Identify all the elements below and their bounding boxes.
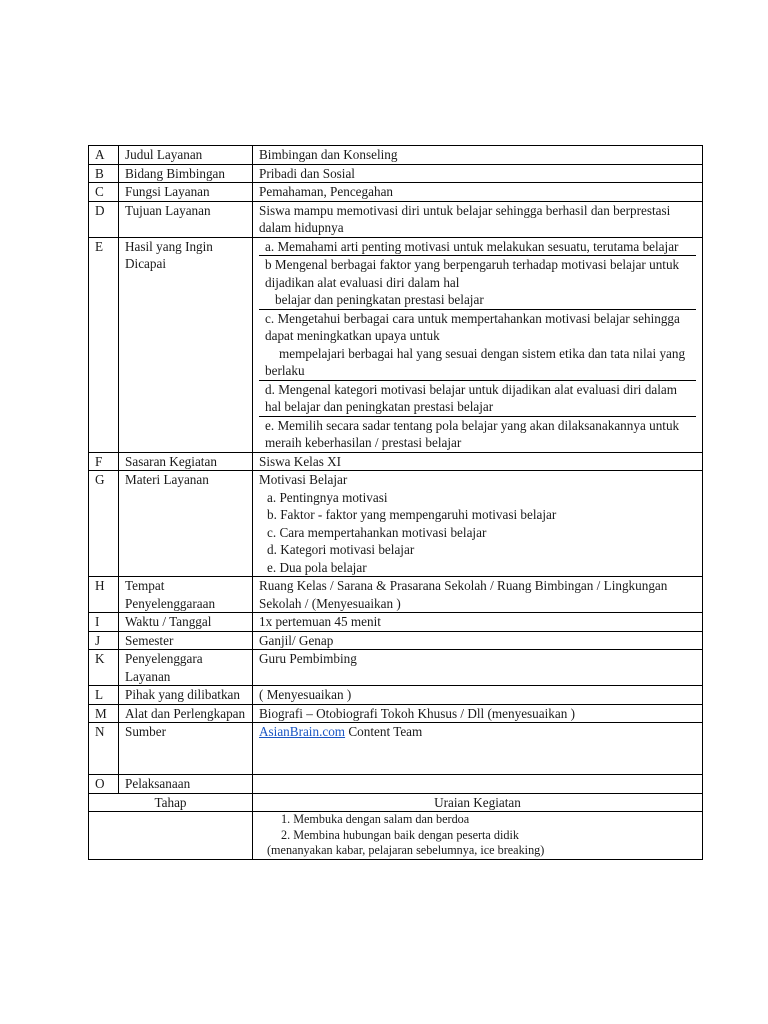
stage-row — [89, 812, 703, 860]
row-code: L — [89, 686, 119, 705]
stage-item-note: (menanyakan kabar, pelajaran sebelumnya, ice breaking) — [267, 843, 545, 857]
outcome-c: c. Mengetahui berbagai cara untuk mempertahankan motivasi belajar sehingga dapat meningkatkan upaya untuk mempelajari berbagai hal yang sesuai dengan sistem etika dan tata nilai yang berlaku — [259, 309, 696, 380]
row-code: C — [89, 183, 119, 202]
row-label: Tujuan Layanan — [119, 201, 253, 237]
outcome-b: b Mengenal berbagai faktor yang berpengaruh terhadap motivasi belajar untuk dijadikan alat evaluasi diri dalam hal belajar dan peningkatan prestasi belajar — [259, 255, 696, 309]
materi-item: e. Dua pola belajar — [267, 559, 367, 575]
row-label: Waktu / Tanggal — [119, 613, 253, 632]
row-n — [89, 723, 703, 775]
row-value: Siswa mampu memotivasi diri untuk belajar sehingga berhasil dan berprestasi dalam hidupnya — [253, 201, 703, 237]
row-label: Sasaran Kegiatan — [119, 452, 253, 471]
row-code: A — [89, 146, 119, 165]
row-value: Ruang Kelas / Sarana & Prasarana Sekolah / Ruang Bimbingan / Lingkungan Sekolah / (Menyesuaikan ) — [253, 577, 703, 613]
row-c — [89, 183, 703, 202]
row-value-list — [253, 237, 703, 452]
row-value — [253, 775, 703, 794]
row-value: Bimbingan dan Konseling — [253, 146, 703, 165]
stage-cell — [89, 812, 253, 860]
row-code: E — [89, 237, 119, 452]
row-b — [89, 164, 703, 183]
materi-item: b. Faktor - faktor yang mempengaruhi motivasi belajar — [267, 507, 557, 522]
row-value: Siswa Kelas XI — [253, 452, 703, 471]
stage-header-uraian: Uraian Kegiatan — [253, 793, 703, 812]
row-value: 1x pertemuan 45 menit — [253, 613, 703, 632]
row-label: Bidang Bimbingan — [119, 164, 253, 183]
row-a — [89, 146, 703, 165]
row-value — [253, 471, 703, 577]
rpl-table — [88, 145, 703, 860]
row-label: Pelaksanaan — [119, 775, 253, 794]
row-code: O — [89, 775, 119, 794]
row-label: Penyelenggara Layanan — [119, 650, 253, 686]
row-i — [89, 613, 703, 632]
row-label: Hasil yang Ingin Dicapai — [119, 237, 253, 452]
stage-item: 1. Membuka dengan salam dan berdoa — [281, 812, 470, 826]
source-text: Content Team — [345, 724, 423, 739]
row-g — [89, 471, 703, 577]
materi-item: a. Pentingnya motivasi — [267, 489, 388, 505]
stage-item: 2. Membina hubungan baik dengan peserta didik — [281, 827, 519, 842]
materi-item: c. Cara mempertahankan motivasi belajar — [267, 524, 487, 540]
row-value: Pribadi dan Sosial — [253, 164, 703, 183]
row-label: Judul Layanan — [119, 146, 253, 165]
row-code: M — [89, 704, 119, 723]
materi-title: Motivasi Belajar — [259, 472, 348, 487]
outcome-a: a. Memahami arti penting motivasi untuk melakukan sesuatu, terutama belajar — [265, 238, 679, 254]
row-label: Semester — [119, 631, 253, 650]
outcome-e: e. Memilih secara sadar tentang pola belajar yang akan dilaksanakannya untuk meraih keberhasilan / prestasi belajar — [259, 416, 696, 452]
row-label: Sumber — [119, 723, 253, 775]
row-value: Ganjil/ Genap — [253, 631, 703, 650]
row-code: H — [89, 577, 119, 613]
row-m — [89, 704, 703, 723]
row-code: K — [89, 650, 119, 686]
row-h — [89, 577, 703, 613]
row-value: Pemahaman, Pencegahan — [253, 183, 703, 202]
row-value — [253, 723, 703, 775]
row-f — [89, 452, 703, 471]
row-label: Tempat Penyelenggaraan — [119, 577, 253, 613]
row-value: Guru Pembimbing — [253, 650, 703, 686]
row-l — [89, 686, 703, 705]
stage-header-tahap: Tahap — [89, 793, 253, 812]
row-code: F — [89, 452, 119, 471]
stage-header-row — [89, 793, 703, 812]
row-value: Biografi – Otobiografi Tokoh Khusus / Dll (menyesuaikan ) — [253, 704, 703, 723]
row-d — [89, 201, 703, 237]
row-e — [89, 237, 703, 452]
row-code: I — [89, 613, 119, 632]
row-label: Fungsi Layanan — [119, 183, 253, 202]
source-link[interactable]: AsianBrain.com — [259, 724, 346, 739]
row-code: N — [89, 723, 119, 775]
row-code: D — [89, 201, 119, 237]
row-code: G — [89, 471, 119, 577]
stage-activities — [253, 812, 703, 860]
outcome-d: d. Mengenal kategori motivasi belajar untuk dijadikan alat evaluasi diri dalam hal belajar dan peningkatan prestasi belajar — [259, 380, 696, 416]
row-label: Materi Layanan — [119, 471, 253, 577]
row-j — [89, 631, 703, 650]
row-o — [89, 775, 703, 794]
row-code: J — [89, 631, 119, 650]
materi-item: d. Kategori motivasi belajar — [267, 542, 415, 557]
row-code: B — [89, 164, 119, 183]
row-value: ( Menyesuaikan ) — [253, 686, 703, 705]
row-label: Alat dan Perlengkapan — [119, 704, 253, 723]
row-k — [89, 650, 703, 686]
row-label: Pihak yang dilibatkan — [119, 686, 253, 705]
